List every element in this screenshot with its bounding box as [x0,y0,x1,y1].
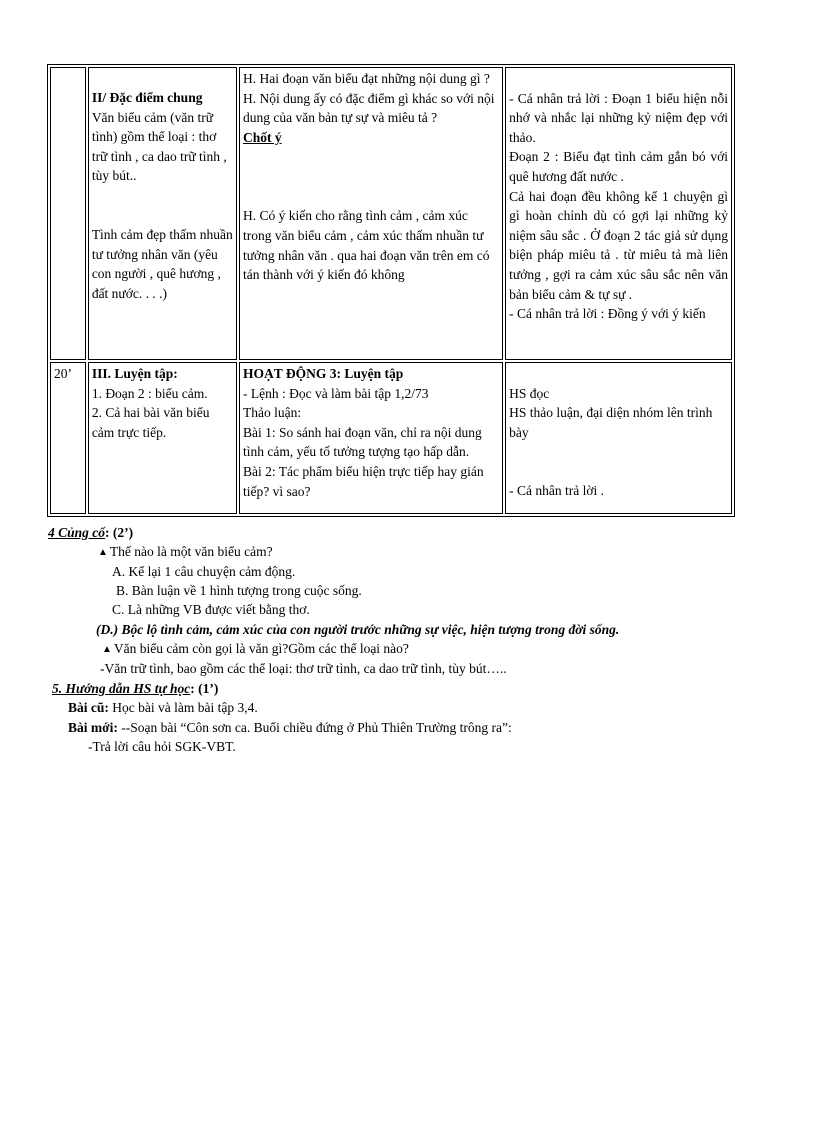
answer: - Cá nhân trả lời : Đồng ý với ý kiến [509,306,706,322]
new-lesson-line: Bài mới: --Soạn bài “Côn sơn ca. Buổi chiều đứng ở Phủ Thiên Trường trông ra”: [68,720,512,735]
time-cell [50,67,86,360]
table-row [50,362,732,514]
question: H. Có ý kiến cho rằng tình cảm , cảm xúc trong văn biểu cảm , cảm xúc thấm nhuần tư tưởng nhân văn . qua hai đoạn văn trên em có tán thành với ý kiến đó không [242,208,490,283]
option-c: C. Là những VB được viết bằng thơ. [112,602,310,617]
content-paragraph: Tình cảm đẹp thấm nhuần tư tưởng nhân văn (yêu con người , quê hương , đất nước. . . .) [91,226,233,301]
instruction: Thảo luận: [242,405,302,421]
content-paragraph: 1. Đoạn 2 : biểu cảm. [91,385,208,401]
student-activity-cell [505,362,732,514]
table-row [50,67,732,360]
answer: Đoạn 2 : Biểu đạt tình cảm gắn bó với quê hương đất nước . [509,149,728,184]
lesson-plan-table [47,64,735,517]
triangle-bullet-icon: ▲ [102,644,112,655]
answer: HS thảo luận, đại diện nhóm lên trình bày [509,405,713,440]
question-line: ▲ Thế nào là một văn biểu cảm? [98,542,273,563]
content-paragraph: 2. Cả hai bài văn biểu cảm trực tiếp. [91,405,210,440]
activity-heading: HOẠT ĐỘNG 3: Luyện tập [242,366,404,381]
teacher-activity-cell [239,362,503,514]
student-activity-cell [505,67,732,360]
answer-line: -Văn trữ tình, bao gồm các thể loại: thơ trữ tình, ca dao trữ tình, tùy bút….. [100,661,507,676]
option-a: A. Kể lại 1 câu chuyện cảm động. [112,564,296,579]
option-d-answer: (D.) Bộc lộ tình cảm, cảm xúc của con người trước những sự việc, hiện tượng trong đời sống. [96,622,620,637]
section-heading: III. Luyện tập: [91,366,178,381]
content-paragraph: Văn biểu cảm (văn trữ tình) gồm thể loại : thơ trữ tình , ca dao trữ tình , tùy bút.. [91,109,227,184]
option-b: B. Bàn luận về 1 hình tượng trong cuộc sống. [116,583,362,598]
teacher-activity-cell [239,67,503,360]
instruction: Bài 2: Tác phẩm biểu hiện trực tiếp hay gián tiếp? vì sao? [242,463,484,499]
section-heading: II/ Đặc điểm chung [91,90,203,105]
question: H. Hai đoạn văn biểu đạt những nội dung gì ? [242,71,490,86]
content-cell [88,67,237,360]
answer-questions-line: -Trả lời câu hỏi SGK-VBT. [88,739,236,754]
section-title: 4 Củng cố: (2’) [48,525,134,540]
answer: - Cá nhân trả lời : Đoạn 1 biểu hiện nỗi nhớ và nhắc lại những kỷ niệm đẹp với thảo. [509,90,728,145]
time-cell: 20’ [50,362,86,514]
section-title: 5. Hướng dẫn HS tự học: (1’) [52,681,219,696]
instruction: - Lệnh : Đọc và làm bài tập 1,2/73 [242,385,429,401]
conclusion-label: Chốt ý [242,129,282,145]
triangle-bullet-icon: ▲ [98,547,108,558]
instruction: Bài 1: So sánh hai đoạn văn, chỉ ra nội dung tình cảm, yếu tố tưởng tượng tạo hấp dẫn. [242,424,482,460]
answer: HS đọc [509,385,550,401]
answer: - Cá nhân trả lời . [509,483,605,499]
question-line: ▲ Văn biểu cảm còn gọi là văn gì?Gồm các thể loại nào? [102,639,409,660]
old-lesson-line: Bài cũ: Học bài và làm bài tập 3,4. [68,700,258,715]
content-cell [88,362,237,514]
question: H. Nội dung ấy có đặc điểm gì khác so với nội dung của văn bản tự sự và miêu tả ? [242,90,495,126]
answer: Cả hai đoạn đều không kể 1 chuyện gì gì hoàn chỉnh dù có gợi lại những kỷ niệm sâu sắc . Ở đoạn 2 tác giả sử dụng biện pháp miêu tả . từ miêu tả mà liên tưởng , gợi ra cảm xúc sâu sắc nên văn bản biểu cảm & tự sự . [509,188,728,302]
